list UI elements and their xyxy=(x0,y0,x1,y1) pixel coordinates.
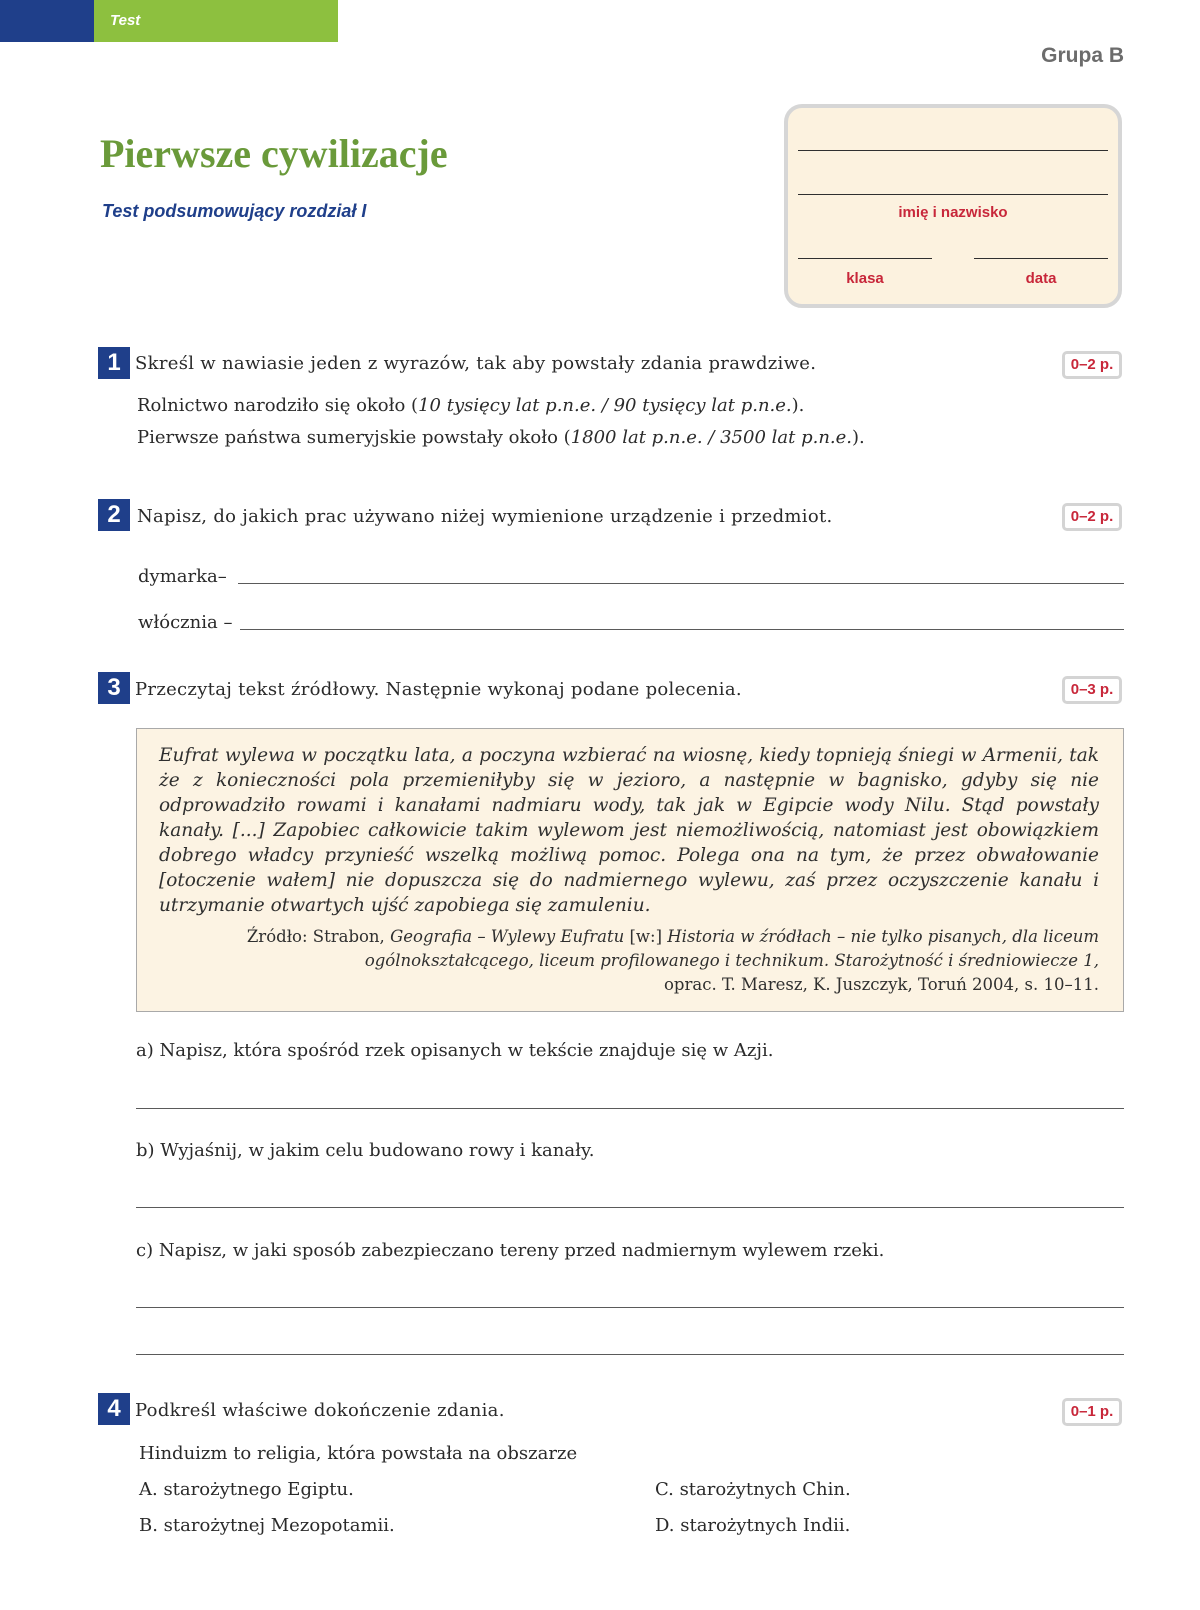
source-text: Eufrat wylewa w początku lata, a poczyna wzbierać na wiosnę, kiedy topnieją śniegi w Armenii, tak że z konieczności pola przemieniłyby się w jezioro, a następnie w bagnisko, gdyby się nie odprowadziło rowami i kanałami nadmiaru wody, tak jak w Egipcie wody Nilu. Stąd powstały kanały. [...] Zapobiec całkowicie takim wylewom jest niemożliwością, natomiast jest obowiązkiem dobrego władcy przynieść wszelką możliwą pomoc. Polega ona na tym, że przez obwałowanie [otoczenie wałem] nie dopuszcza się do nadmiernego wylewu, zaś przez oczyszczenie kanału i utrzymanie otwartych ujść zapobiega się zamuleniu. xyxy=(159,745,1099,916)
sentence-1-end: ). xyxy=(791,395,805,416)
name-line-2[interactable] xyxy=(798,194,1108,195)
group-label: Grupa B xyxy=(1041,44,1124,67)
task-3-question-b: b) Wyjaśnij, w jakim celu budowano rowy i kanały. xyxy=(136,1140,595,1161)
header-tag: Test xyxy=(110,12,141,29)
task-2-prompt: Napisz, do jakich prac używano niżej wymienione urządzenie i przedmiot. xyxy=(137,506,833,527)
task-1-number: 1 xyxy=(98,347,130,379)
task-4-option-c[interactable]: C. starożytnych Chin. xyxy=(655,1479,851,1500)
task-2-item-1: dymarka– xyxy=(138,566,227,587)
source-citation xyxy=(199,925,1099,997)
task-3-points: 0–3 p. xyxy=(1062,676,1122,704)
task-3c-answer-line-1[interactable] xyxy=(136,1307,1124,1308)
student-info-box xyxy=(784,104,1122,308)
task-4-option-a[interactable]: A. starożytnego Egiptu. xyxy=(139,1479,354,1500)
task-4-option-b[interactable]: B. starożytnej Mezopotamii. xyxy=(139,1515,395,1536)
sentence-1-text: Rolnictwo narodziło się około ( xyxy=(137,395,419,416)
sentence-2-options[interactable]: 1800 lat p.n.e. / 3500 lat p.n.e. xyxy=(570,427,853,448)
task-2-points: 0–2 p. xyxy=(1062,503,1122,531)
citation-in: [w:] xyxy=(624,927,668,946)
citation-author: Źródło: Strabon, xyxy=(246,927,391,946)
task-1-prompt: Skreśl w nawiasie jeden z wyrazów, tak aby powstały zdania prawdziwe. xyxy=(135,353,817,374)
citation-work: Geografia – Wylewy Eufratu xyxy=(390,927,625,946)
sentence-2-text: Pierwsze państwa sumeryjskie powstały około ( xyxy=(137,427,571,448)
header-bar-blue xyxy=(0,0,94,42)
sentence-2-end: ). xyxy=(852,427,865,448)
name-line-1[interactable] xyxy=(798,150,1108,151)
sentence-1-options[interactable]: 10 tysięcy lat p.n.e. / 90 tysięcy lat p.n.e. xyxy=(418,395,792,416)
task-4-number: 4 xyxy=(98,1393,130,1425)
task-3-prompt: Przeczytaj tekst źródłowy. Następnie wykonaj podane polecenia. xyxy=(135,679,742,700)
source-text-box xyxy=(136,728,1124,1012)
date-line[interactable] xyxy=(974,258,1108,259)
task-3b-answer-line[interactable] xyxy=(136,1207,1124,1208)
task-3-number: 3 xyxy=(98,672,130,704)
citation-book: Historia w źródłach – nie tylko pisanych, dla liceum ogólnokształcącego, liceum profilowanego i technikum. Starożytność i średniowiecze 1, xyxy=(364,927,1099,970)
name-label: imię i nazwisko xyxy=(898,204,1008,221)
citation-editors: oprac. T. Maresz, K. Juszczyk, Toruń 2004, s. 10–11. xyxy=(664,975,1099,994)
task-3-question-a: a) Napisz, która spośród rzek opisanych w tekście znajduje się w Azji. xyxy=(136,1040,774,1061)
date-label: data xyxy=(1025,270,1057,287)
task-1-sentence-1 xyxy=(137,395,804,416)
task-4-points: 0–1 p. xyxy=(1062,1398,1122,1426)
task-4-prompt: Podkreśl właściwe dokończenie zdania. xyxy=(135,1400,505,1421)
task-2-item-2: włócznia – xyxy=(138,612,233,633)
task-2-answer-line-2[interactable] xyxy=(240,629,1124,630)
task-2-number: 2 xyxy=(98,499,130,531)
class-label: klasa xyxy=(846,270,884,287)
task-4-option-d[interactable]: D. starożytnych Indii. xyxy=(655,1515,851,1536)
task-2-answer-line-1[interactable] xyxy=(238,583,1124,584)
task-4-stem: Hinduizm to religia, która powstała na obszarze xyxy=(139,1443,578,1464)
task-3c-answer-line-2[interactable] xyxy=(136,1354,1124,1355)
page-subtitle: Test podsumowujący rozdział I xyxy=(102,201,367,221)
class-line[interactable] xyxy=(798,258,932,259)
task-1-sentence-2 xyxy=(137,427,865,448)
task-1-points: 0–2 p. xyxy=(1062,351,1122,379)
page-title: Pierwsze cywilizacje xyxy=(100,131,448,176)
task-3a-answer-line[interactable] xyxy=(136,1108,1124,1109)
task-3-question-c: c) Napisz, w jaki sposób zabezpieczano tereny przed nadmiernym wylewem rzeki. xyxy=(136,1240,885,1261)
